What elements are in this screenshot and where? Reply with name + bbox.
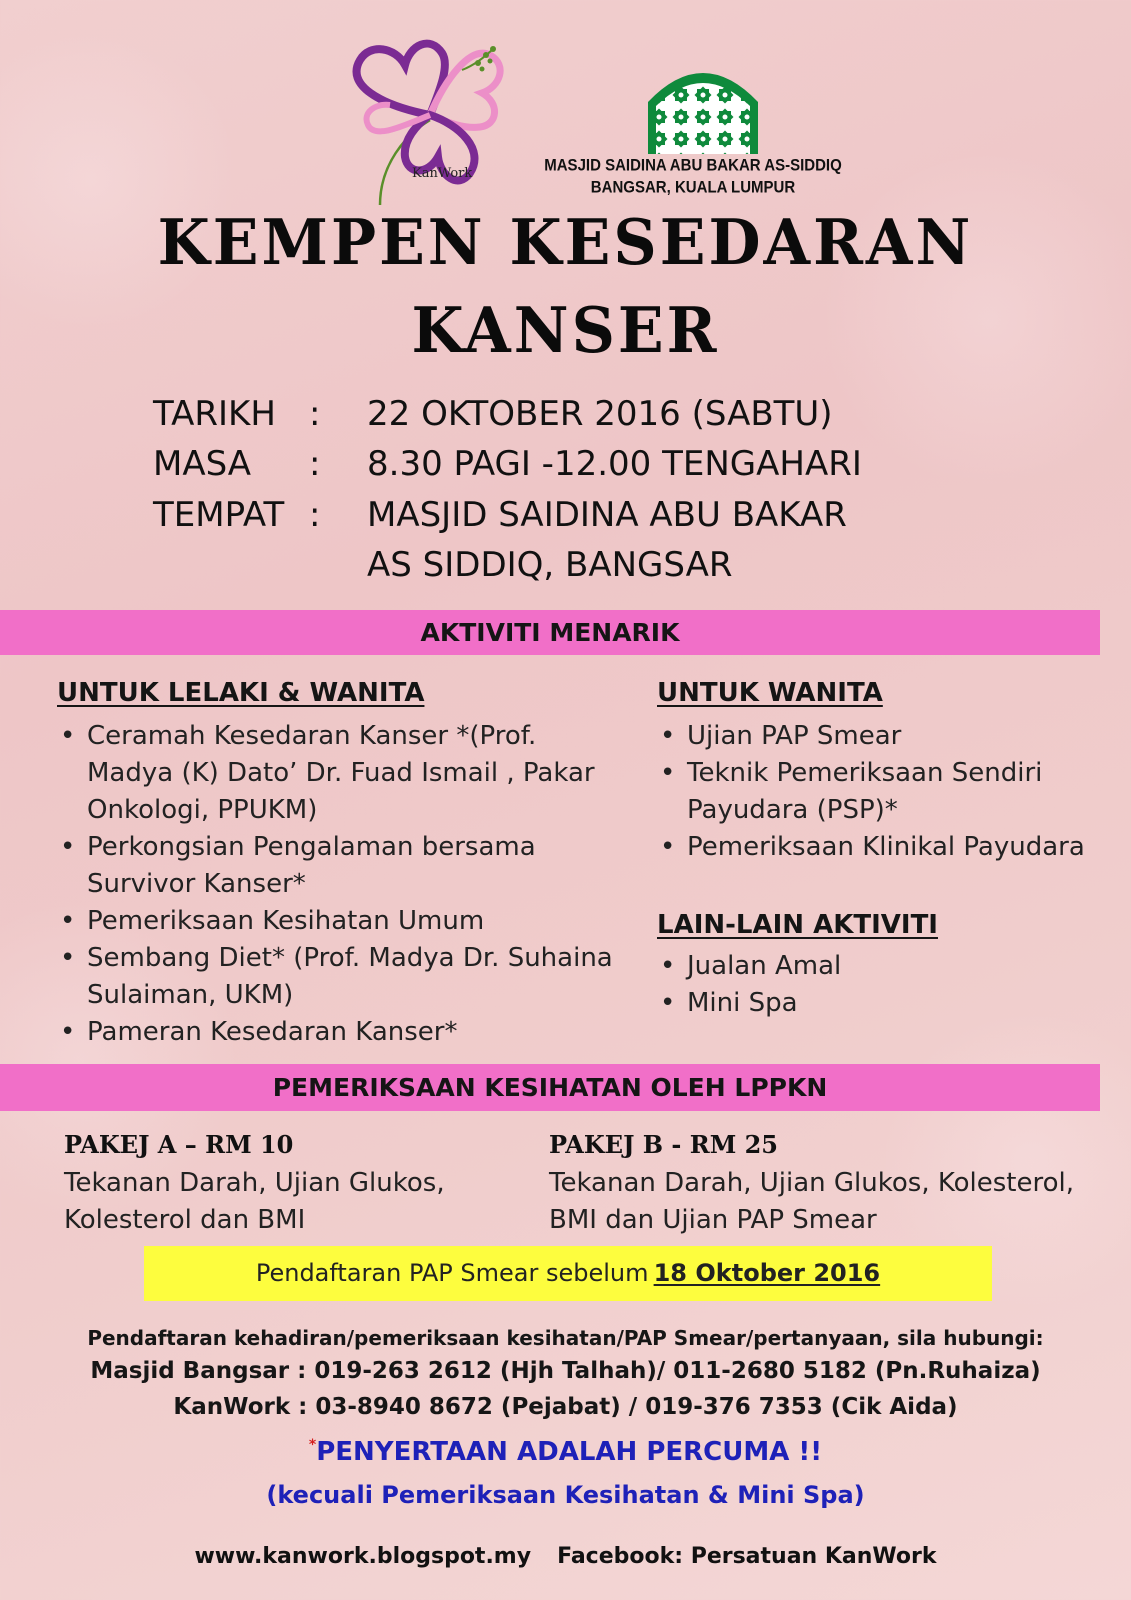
- activities-heading: AKTIVITI MENARIK: [420, 618, 680, 647]
- package-a-desc: Tekanan Darah, Ujian Glukos, Kolesterol dan BMI: [64, 1168, 445, 1235]
- activities-band: [0, 610, 1100, 655]
- time-label: MASA: [153, 444, 252, 484]
- kanwork-logo-caption: KanWork: [412, 166, 473, 181]
- health-check-band: [0, 1064, 1100, 1111]
- facebook-link[interactable]: Facebook: Persatuan KanWork: [557, 1544, 937, 1569]
- background-flower: [0, 30, 240, 330]
- masjid-name-line2: BANGSAR, KUALA LUMPUR: [590, 178, 796, 197]
- title-line1: KEMPEN KESEDARAN: [157, 206, 974, 280]
- list-item: • Perkongsian Pengalaman bersama Survivor Kanser*: [57, 829, 627, 903]
- package-b-desc: Tekanan Darah, Ujian Glukos, Kolesterol, BMI dan Ujian PAP Smear: [549, 1168, 1074, 1235]
- list-item: • Jualan Amal: [657, 948, 1097, 985]
- venue-label: TEMPAT: [153, 495, 285, 535]
- masjid-name-line1: MASJID SAIDINA ABU BAKAR AS-SIDDIQ: [544, 156, 842, 175]
- date-value: 22 OKTOBER 2016 (SABTU): [367, 394, 833, 434]
- package-a-title: PAKEJ A – RM 10: [64, 1130, 294, 1159]
- masjid-logo: [648, 62, 758, 154]
- registration-date: 18 Oktober 2016: [653, 1259, 881, 1287]
- health-check-heading: PEMERIKSAAN KESIHATAN OLEH LPPKN: [272, 1073, 828, 1102]
- men-women-list: [57, 718, 627, 1051]
- venue-colon: :: [309, 495, 321, 535]
- time-value: 8.30 PAGI -12.00 TENGAHARI: [367, 444, 862, 484]
- contact-masjid: Masjid Bangsar : 019-263 2612 (Hjh Talhah)/ 011-2680 5182 (Pn.Ruhaiza): [90, 1358, 1041, 1384]
- package-b-title: PAKEJ B - RM 25: [549, 1130, 779, 1159]
- women-list: [657, 718, 1097, 866]
- contact-kanwork: KanWork : 03-8940 8672 (Pejabat) / 019-376 7353 (Cik Aida): [173, 1394, 958, 1420]
- list-item: • Pemeriksaan Kesihatan Umum: [57, 903, 627, 940]
- list-item: • Teknik Pemeriksaan Sendiri Payudara (PSP)*: [657, 755, 1097, 829]
- free-notice-text: PENYERTAAN ADALAH PERCUMA !!: [316, 1437, 823, 1467]
- footer: [0, 1544, 1131, 1569]
- other-activities-heading: LAIN-LAIN AKTIVITI: [657, 910, 938, 940]
- date-label: TARIKH: [153, 394, 276, 434]
- other-activities-list: [657, 948, 1097, 1022]
- list-item: • Ceramah Kesedaran Kanser *(Prof. Madya (K) Dato’ Dr. Fuad Ismail , Pakar Onkologi, PPUKM): [57, 718, 627, 829]
- men-women-heading: UNTUK LELAKI & WANITA: [57, 678, 425, 708]
- venue-value: MASJID SAIDINA ABU BAKAR: [367, 495, 847, 535]
- date-colon: :: [309, 394, 321, 434]
- free-notice-exception: (kecuali Pemeriksaan Kesihatan & Mini Spa): [266, 1481, 865, 1509]
- kanwork-logo: [350, 25, 510, 210]
- time-colon: :: [309, 444, 321, 484]
- free-notice: [0, 1437, 1131, 1467]
- title-line2: KANSER: [411, 294, 720, 368]
- list-item: • Pameran Kesedaran Kanser*: [57, 1014, 627, 1051]
- website-link[interactable]: www.kanwork.blogspot.my: [194, 1544, 532, 1569]
- asterisk-note: *: [308, 1437, 317, 1453]
- contact-intro: Pendaftaran kehadiran/pemeriksaan kesihatan/PAP Smear/pertanyaan, sila hubungi:: [87, 1326, 1044, 1350]
- registration-text: Pendaftaran PAP Smear sebelum: [255, 1259, 649, 1287]
- list-item: • Sembang Diet* (Prof. Madya Dr. Suhaina Sulaiman, UKM): [57, 940, 627, 1014]
- list-item: • Pemeriksaan Klinikal Payudara: [657, 829, 1097, 866]
- registration-deadline: [144, 1246, 992, 1301]
- list-item: • Ujian PAP Smear: [657, 718, 1097, 755]
- list-item: • Mini Spa: [657, 985, 1097, 1022]
- women-heading: UNTUK WANITA: [657, 678, 883, 708]
- venue-value-line2: AS SIDDIQ, BANGSAR: [367, 545, 733, 585]
